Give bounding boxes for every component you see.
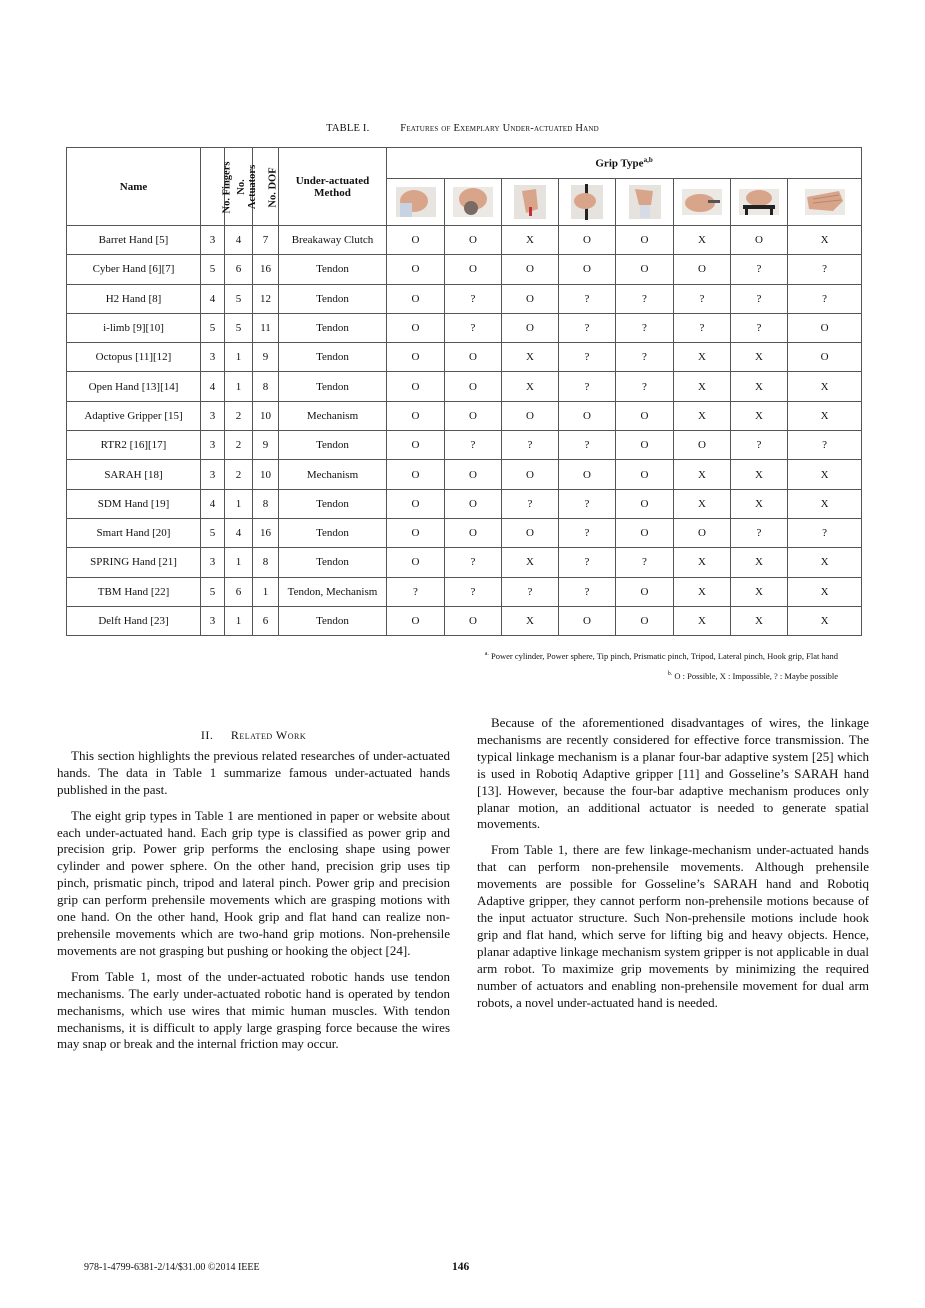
table-row bbox=[67, 313, 862, 342]
table-row bbox=[67, 460, 862, 489]
cell-grip: X bbox=[788, 401, 862, 430]
header-fingers: No. Fingers bbox=[201, 148, 225, 226]
cell-grip: O bbox=[559, 401, 616, 430]
paragraph: From Table 1, most of the under-actuated robotic hands use tendon mechanisms. The early under-actuated robotic hand is operated by tendon mechanisms, which use wires that mimic human muscles. With tendon mechanisms, it is difficult to apply large grasping force because the wires may snap or break and the internal friction may occur. bbox=[57, 968, 450, 1052]
power-sphere-icon bbox=[445, 179, 502, 226]
cell-method: Tendon bbox=[279, 313, 387, 342]
cell-grip: X bbox=[502, 606, 559, 635]
cell-grip: ? bbox=[559, 313, 616, 342]
cell-grip: O bbox=[387, 431, 445, 460]
cell-grip: O bbox=[502, 255, 559, 284]
cell-grip: O bbox=[445, 226, 502, 255]
cell-grip: ? bbox=[559, 372, 616, 401]
cell-fingers: 5 bbox=[201, 518, 225, 547]
cell-grip: O bbox=[616, 606, 674, 635]
cell-dof: 11 bbox=[253, 313, 279, 342]
cell-grip: X bbox=[502, 343, 559, 372]
table-title: Features of Exemplary Under-actuated Hand bbox=[400, 123, 599, 134]
cell-method: Mechanism bbox=[279, 460, 387, 489]
cell-name: Adaptive Gripper [15] bbox=[67, 401, 201, 430]
cell-grip: ? bbox=[674, 313, 731, 342]
cell-grip: ? bbox=[616, 372, 674, 401]
cell-grip: O bbox=[502, 518, 559, 547]
cell-grip: O bbox=[445, 401, 502, 430]
hook-grip-icon bbox=[731, 179, 788, 226]
cell-grip: ? bbox=[731, 284, 788, 313]
cell-grip: X bbox=[731, 577, 788, 606]
cell-fingers: 5 bbox=[201, 255, 225, 284]
header-name: Name bbox=[67, 148, 201, 226]
cell-actuators: 1 bbox=[225, 343, 253, 372]
cell-grip: O bbox=[387, 372, 445, 401]
cell-grip: O bbox=[616, 255, 674, 284]
cell-grip: X bbox=[788, 372, 862, 401]
cell-grip: X bbox=[674, 460, 731, 489]
cell-name: H2 Hand [8] bbox=[67, 284, 201, 313]
cell-actuators: 6 bbox=[225, 577, 253, 606]
cell-grip: ? bbox=[616, 548, 674, 577]
cell-grip: O bbox=[445, 255, 502, 284]
cell-grip: O bbox=[445, 372, 502, 401]
cell-grip: X bbox=[731, 548, 788, 577]
cell-grip: O bbox=[559, 226, 616, 255]
cell-name: SARAH [18] bbox=[67, 460, 201, 489]
cell-grip: O bbox=[674, 431, 731, 460]
cell-actuators: 2 bbox=[225, 431, 253, 460]
table-row bbox=[67, 518, 862, 547]
cell-dof: 7 bbox=[253, 226, 279, 255]
cell-name: SPRING Hand [21] bbox=[67, 548, 201, 577]
page-number: 146 bbox=[452, 1261, 470, 1273]
table-row bbox=[67, 343, 862, 372]
section-heading: II. Related Work bbox=[200, 728, 307, 742]
cell-method: Mechanism bbox=[279, 401, 387, 430]
cell-grip: X bbox=[788, 226, 862, 255]
features-table bbox=[66, 147, 862, 636]
cell-method: Tendon bbox=[279, 548, 387, 577]
table-caption bbox=[0, 123, 925, 134]
cell-grip: ? bbox=[559, 431, 616, 460]
table-row bbox=[67, 577, 862, 606]
cell-fingers: 3 bbox=[201, 548, 225, 577]
cell-grip: ? bbox=[731, 313, 788, 342]
table-note-a: $^{a.}$ Power cylinder, Power sphere, Tip pinch, Prismatic pinch, Tripod, Lateral pinch, Hook grip, Flat hand bbox=[484, 651, 838, 661]
cell-method: Tendon bbox=[279, 606, 387, 635]
cell-grip: ? bbox=[387, 577, 445, 606]
cell-grip: ? bbox=[559, 548, 616, 577]
table-row bbox=[67, 255, 862, 284]
cell-actuators: 1 bbox=[225, 489, 253, 518]
cell-actuators: 5 bbox=[225, 284, 253, 313]
cell-dof: 8 bbox=[253, 372, 279, 401]
cell-grip: ? bbox=[445, 284, 502, 313]
cell-grip: ? bbox=[674, 284, 731, 313]
cell-grip: X bbox=[674, 548, 731, 577]
cell-grip: O bbox=[387, 518, 445, 547]
cell-grip: O bbox=[387, 284, 445, 313]
cell-grip: ? bbox=[559, 489, 616, 518]
cell-grip: O bbox=[387, 489, 445, 518]
cell-grip: O bbox=[788, 343, 862, 372]
cell-grip: X bbox=[674, 577, 731, 606]
cell-grip: O bbox=[674, 255, 731, 284]
table-row bbox=[67, 226, 862, 255]
cell-grip: O bbox=[445, 343, 502, 372]
cell-grip: X bbox=[674, 226, 731, 255]
cell-grip: O bbox=[387, 313, 445, 342]
cell-grip: O bbox=[387, 343, 445, 372]
cell-dof: 10 bbox=[253, 460, 279, 489]
cell-grip: ? bbox=[731, 431, 788, 460]
cell-grip: O bbox=[559, 606, 616, 635]
cell-grip: ? bbox=[788, 431, 862, 460]
cell-grip: ? bbox=[731, 518, 788, 547]
cell-method: Breakaway Clutch bbox=[279, 226, 387, 255]
cell-name: SDM Hand [19] bbox=[67, 489, 201, 518]
cell-grip: O bbox=[445, 518, 502, 547]
cell-dof: 8 bbox=[253, 548, 279, 577]
cell-name: Octopus [11][12] bbox=[67, 343, 201, 372]
cell-grip: O bbox=[387, 401, 445, 430]
cell-fingers: 4 bbox=[201, 284, 225, 313]
lateral-pinch-icon bbox=[674, 179, 731, 226]
cell-grip: O bbox=[502, 401, 559, 430]
cell-grip: ? bbox=[788, 255, 862, 284]
cell-grip: O bbox=[616, 489, 674, 518]
cell-method: Tendon bbox=[279, 284, 387, 313]
cell-grip: X bbox=[788, 548, 862, 577]
cell-grip: X bbox=[731, 460, 788, 489]
cell-name: Open Hand [13][14] bbox=[67, 372, 201, 401]
cell-dof: 16 bbox=[253, 518, 279, 547]
cell-grip: O bbox=[559, 255, 616, 284]
cell-grip: X bbox=[788, 577, 862, 606]
cell-method: Tendon, Mechanism bbox=[279, 577, 387, 606]
cell-fingers: 4 bbox=[201, 489, 225, 518]
table-label: TABLE I. bbox=[326, 123, 370, 134]
table-note-b: $^{b.}$ O : Possible, X : Impossible, ? : Maybe possible bbox=[667, 671, 838, 681]
header-dof: No. DOF bbox=[253, 148, 279, 226]
header-grip-type: Grip Type$^{a,b}$ bbox=[387, 148, 862, 179]
cell-grip: X bbox=[731, 489, 788, 518]
power-cylinder-icon bbox=[387, 179, 445, 226]
cell-grip: X bbox=[674, 343, 731, 372]
cell-grip: ? bbox=[616, 343, 674, 372]
cell-name: Delft Hand [23] bbox=[67, 606, 201, 635]
cell-grip: O bbox=[616, 518, 674, 547]
cell-actuators: 4 bbox=[225, 518, 253, 547]
cell-fingers: 3 bbox=[201, 401, 225, 430]
cell-grip: ? bbox=[731, 255, 788, 284]
cell-grip: ? bbox=[559, 284, 616, 313]
cell-grip: O bbox=[387, 255, 445, 284]
cell-grip: ? bbox=[616, 313, 674, 342]
left-column bbox=[57, 727, 450, 1062]
table-row bbox=[67, 606, 862, 635]
cell-grip: X bbox=[731, 343, 788, 372]
cell-dof: 6 bbox=[253, 606, 279, 635]
cell-fingers: 4 bbox=[201, 372, 225, 401]
tripod-icon bbox=[616, 179, 674, 226]
table-row bbox=[67, 401, 862, 430]
cell-fingers: 3 bbox=[201, 460, 225, 489]
table-row bbox=[67, 489, 862, 518]
paragraph: Because of the aforementioned disadvantages of wires, the linkage mechanisms are recently considered for effective force transmission. The typical linkage mechanism is a planar four-bar adaptive system [25] which is used in Robotiq Adaptive gripper [11] and Gosseline’s SARAH hand [13]. However, because the four-bar adaptive mechanism produces only planar motion, an additional actuator is needed to generate spatial movements. bbox=[477, 715, 869, 832]
cell-grip: O bbox=[502, 313, 559, 342]
cell-method: Tendon bbox=[279, 372, 387, 401]
cell-grip: O bbox=[616, 460, 674, 489]
cell-name: TBM Hand [22] bbox=[67, 577, 201, 606]
cell-method: Tendon bbox=[279, 255, 387, 284]
cell-method: Tendon bbox=[279, 431, 387, 460]
right-column bbox=[477, 715, 869, 1020]
cell-grip: O bbox=[616, 577, 674, 606]
cell-name: Smart Hand [20] bbox=[67, 518, 201, 547]
cell-grip: X bbox=[502, 372, 559, 401]
paragraph: This section highlights the previous related researches of under-actuated hands. The data in Table 1 summarize famous under-actuated hands published in the past. bbox=[57, 747, 450, 797]
cell-grip: ? bbox=[445, 431, 502, 460]
cell-method: Tendon bbox=[279, 518, 387, 547]
table-row bbox=[67, 431, 862, 460]
cell-grip: X bbox=[674, 606, 731, 635]
cell-actuators: 6 bbox=[225, 255, 253, 284]
cell-actuators: 1 bbox=[225, 548, 253, 577]
cell-grip: ? bbox=[502, 431, 559, 460]
cell-grip: X bbox=[502, 548, 559, 577]
cell-name: Barret Hand [5] bbox=[67, 226, 201, 255]
cell-grip: ? bbox=[788, 284, 862, 313]
table-row bbox=[67, 372, 862, 401]
cell-grip: ? bbox=[559, 518, 616, 547]
cell-dof: 1 bbox=[253, 577, 279, 606]
cell-dof: 9 bbox=[253, 343, 279, 372]
cell-grip: ? bbox=[616, 284, 674, 313]
cell-grip: X bbox=[731, 372, 788, 401]
flat-hand-icon bbox=[788, 179, 862, 226]
cell-fingers: 5 bbox=[201, 313, 225, 342]
cell-actuators: 1 bbox=[225, 606, 253, 635]
cell-grip: X bbox=[674, 489, 731, 518]
cell-fingers: 3 bbox=[201, 343, 225, 372]
cell-grip: O bbox=[616, 431, 674, 460]
cell-grip: X bbox=[502, 226, 559, 255]
cell-grip: O bbox=[502, 460, 559, 489]
cell-grip: O bbox=[559, 460, 616, 489]
cell-grip: ? bbox=[445, 313, 502, 342]
cell-grip: ? bbox=[788, 518, 862, 547]
paragraph: The eight grip types in Table 1 are mentioned in paper or website about each under-actuated hand. Each grip type is classified as power grip and precision grip. Power grip performs the enclosing shape using power cylinder and power sphere. On the other hand, precision grip uses tip pinch, prismatic pinch, tripod and lateral pinch. Power grip and precision grip can perform prehensile movements which are grasping motions with one hand. On the other hand, Hook grip and flat hand can realize non-prehensile movements which are two-hand grip motions. Non-prehensile movements are not grasping but pushing or hooking the object [24]. bbox=[57, 807, 450, 958]
cell-actuators: 5 bbox=[225, 313, 253, 342]
cell-dof: 9 bbox=[253, 431, 279, 460]
cell-name: Cyber Hand [6][7] bbox=[67, 255, 201, 284]
cell-grip: O bbox=[445, 460, 502, 489]
paragraph: From Table 1, there are few linkage-mechanism under-actuated hands that can perform non-prehensile movements. Although prehensile movements are possible for Gosseline’s SARAH hand and Robotiq Adaptive gripper, they cannot perform non-prehensile motions because of the input actuator structure. Such Non-prehensile motions include hook grip and flat hand, which serve for lifting big and heavy objects. Hence, planar adaptive linkage mechanism system gripper is not applicable in dual arm robot. To maximize grip movements by minimizing the required number of actuators and enabling non-prehensile movement for dual arm robots, a novel under-actuated hand is needed. bbox=[477, 842, 869, 1010]
header-actuators: No. Actuators bbox=[225, 148, 253, 226]
table-row bbox=[67, 548, 862, 577]
header-row bbox=[67, 148, 862, 179]
copyright-footer: 978-1-4799-6381-2/14/$31.00 ©2014 IEEE bbox=[84, 1262, 260, 1273]
cell-grip: X bbox=[731, 606, 788, 635]
cell-method: Tendon bbox=[279, 489, 387, 518]
cell-grip: O bbox=[502, 284, 559, 313]
cell-grip: O bbox=[674, 518, 731, 547]
cell-grip: O bbox=[731, 226, 788, 255]
cell-name: i-limb [9][10] bbox=[67, 313, 201, 342]
cell-grip: O bbox=[387, 606, 445, 635]
cell-grip: O bbox=[616, 226, 674, 255]
cell-grip: O bbox=[788, 313, 862, 342]
header-method: Under-actuated Method bbox=[279, 148, 387, 226]
cell-fingers: 3 bbox=[201, 431, 225, 460]
cell-dof: 8 bbox=[253, 489, 279, 518]
cell-grip: O bbox=[445, 606, 502, 635]
cell-grip: X bbox=[731, 401, 788, 430]
cell-grip: O bbox=[616, 401, 674, 430]
cell-fingers: 3 bbox=[201, 606, 225, 635]
cell-actuators: 1 bbox=[225, 372, 253, 401]
cell-dof: 12 bbox=[253, 284, 279, 313]
cell-grip: ? bbox=[559, 343, 616, 372]
cell-grip: O bbox=[387, 226, 445, 255]
cell-actuators: 4 bbox=[225, 226, 253, 255]
cell-grip: O bbox=[445, 489, 502, 518]
cell-grip: O bbox=[387, 460, 445, 489]
cell-grip: ? bbox=[445, 577, 502, 606]
cell-grip: X bbox=[788, 460, 862, 489]
cell-grip: ? bbox=[445, 548, 502, 577]
cell-grip: X bbox=[674, 372, 731, 401]
cell-actuators: 2 bbox=[225, 460, 253, 489]
cell-grip: ? bbox=[502, 489, 559, 518]
prismatic-pinch-icon bbox=[559, 179, 616, 226]
cell-grip: O bbox=[387, 548, 445, 577]
tip-pinch-icon bbox=[502, 179, 559, 226]
cell-method: Tendon bbox=[279, 343, 387, 372]
cell-grip: ? bbox=[559, 577, 616, 606]
cell-actuators: 2 bbox=[225, 401, 253, 430]
cell-dof: 16 bbox=[253, 255, 279, 284]
cell-name: RTR2 [16][17] bbox=[67, 431, 201, 460]
cell-grip: X bbox=[788, 606, 862, 635]
cell-dof: 10 bbox=[253, 401, 279, 430]
cell-fingers: 5 bbox=[201, 577, 225, 606]
cell-grip: X bbox=[674, 401, 731, 430]
table-row bbox=[67, 284, 862, 313]
cell-fingers: 3 bbox=[201, 226, 225, 255]
cell-grip: X bbox=[788, 489, 862, 518]
cell-grip: ? bbox=[502, 577, 559, 606]
